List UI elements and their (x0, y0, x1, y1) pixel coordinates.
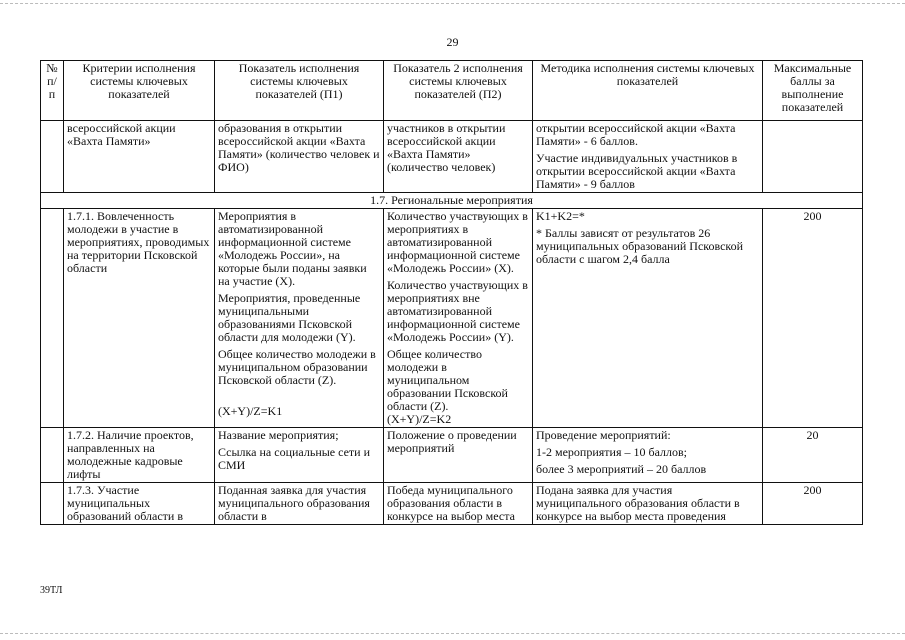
section-title: 1.7. Региональные мероприятия (41, 193, 863, 209)
cell-p2: участников в открытии всероссийской акции «Вахта Памяти» (количество человек) (384, 121, 533, 193)
section-row (41, 193, 863, 209)
cell-method: K1+K2=* * Баллы зависят от результатов 26 муниципальных образований Псковской области с шагом 2,4 балла (533, 209, 763, 428)
bottom-edge (0, 633, 905, 634)
header-num: № п/п (41, 61, 64, 121)
top-edge (0, 3, 905, 4)
footer-code: 39ТЛ (40, 585, 63, 596)
cell-p1: Поданная заявка для участия муниципального образования области в (215, 483, 384, 525)
cell-criteria: 1.7.1. Вовлеченность молодежи в участие в мероприятиях, проводимых на территории Псковской области (64, 209, 215, 428)
cell-p1: Название мероприятия; Ссылка на социальные сети и СМИ (215, 428, 384, 483)
cell-p2: Победа муниципального образования области в конкурсе на выбор места (384, 483, 533, 525)
kpi-table (40, 60, 863, 525)
cell-max: 200 (763, 209, 863, 428)
cell-p1: образования в открытии всероссийской акции «Вахта Памяти» (количество человек и ФИО) (215, 121, 384, 193)
cell-method: Проведение мероприятий: 1-2 мероприятия – 10 баллов; более 3 мероприятий – 20 баллов (533, 428, 763, 483)
cell-p1: Мероприятия в автоматизированной информационной системе «Молодежь России», на которые были поданы заявки на участие (X). Мероприятия, проведенные муниципальными образованиями Псковской области для молодежи (Y). Общее количество молодежи в муниципальном образовании Псковской области (Z). (X+Y)/Z=K1 (215, 209, 384, 428)
cell-criteria: 1.7.3. Участие муниципальных образований области в (64, 483, 215, 525)
cell-criteria: 1.7.2. Наличие проектов, направленных на молодежные кадровые лифты (64, 428, 215, 483)
cell-max: 200 (763, 483, 863, 525)
header-max: Максимальные баллы за выполнение показателей (763, 61, 863, 121)
table-row (41, 209, 863, 428)
cell-p2: Количество участвующих в мероприятиях в автоматизированной информационной системе «Молодежь России» (X). Количество участвующих в мероприятиях вне автоматизированной информационной системе «Молодежь России» (Y). Общее количество молодежи в муниципальном образовании Псковской области (Z). (X+Y)/Z=K2 (384, 209, 533, 428)
header-method: Методика исполнения системы ключевых показателей (533, 61, 763, 121)
cell-method: Подана заявка для участия муниципального образования области в конкурсе на выбор места проведения (533, 483, 763, 525)
header-row (41, 61, 863, 121)
table-row (41, 483, 863, 525)
table-row (41, 121, 863, 193)
header-p1: Показатель исполнения системы ключевых показателей (П1) (215, 61, 384, 121)
cell-max: 20 (763, 428, 863, 483)
cell-p2: Положение о проведении мероприятий (384, 428, 533, 483)
header-criteria: Критерии исполнения системы ключевых показателей (64, 61, 215, 121)
page-number: 29 (446, 35, 459, 49)
cell-method: открытии всероссийской акции «Вахта Памяти» - 6 баллов. Участие индивидуальных участников в открытии всероссийской акции «Вахта Памяти» - 9 баллов (533, 121, 763, 193)
header-p2: Показатель 2 исполнения системы ключевых показателей (П2) (384, 61, 533, 121)
cell-criteria: всероссийской акции «Вахта Памяти» (64, 121, 215, 193)
table-row (41, 428, 863, 483)
